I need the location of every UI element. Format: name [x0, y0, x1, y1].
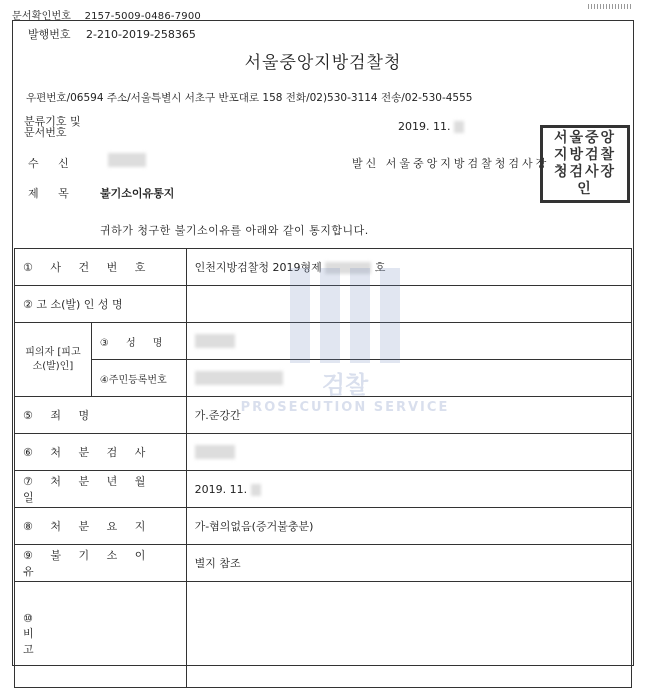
- doc-number-label: 분류기호 및 문서번호: [24, 115, 81, 139]
- recipient-label: 수 신: [28, 157, 77, 170]
- complainant-label: ② 고 소(발) 인 성 명: [15, 286, 187, 323]
- verification-value: 2157-5009-0486-7900: [84, 11, 201, 22]
- sender: 발신 서울중앙지방검찰청검사장: [352, 157, 550, 170]
- table-row: [15, 508, 632, 545]
- verification-label: 문서확인번호: [12, 11, 72, 22]
- suspect-name-label: ③ 성 명: [91, 323, 186, 360]
- reason-value: 별지 참조: [186, 545, 631, 582]
- prosecutor-label: ⑥ 처 분 검 사: [15, 434, 187, 471]
- suspect-id-value: [186, 360, 631, 397]
- subject: 불기소이유통지: [100, 187, 175, 200]
- table-row: [15, 286, 632, 323]
- watermark-title: 검찰: [321, 371, 369, 399]
- remarks-label: ⑩ 비 고: [15, 582, 187, 688]
- redacted-id: [195, 371, 283, 385]
- redacted-case-no: [325, 262, 371, 274]
- watermark-subtitle: PROSECUTION SERVICE: [240, 400, 450, 415]
- case-no-value: 인천지방검찰청 2019형제 호: [186, 249, 631, 286]
- table-row: [15, 582, 632, 688]
- decision-summary-value: 가-혐의없음(증거불충분): [186, 508, 631, 545]
- table-row: [15, 397, 632, 434]
- notice-table: [14, 248, 632, 688]
- table-row: [15, 249, 632, 286]
- subject-label: 제 목: [28, 187, 77, 200]
- address-line: 우편번호/06594 주소/서울특별시 서초구 반포대로 158 전화/02)530-3114 전송/02-530-4555: [26, 92, 473, 104]
- issue-date: 2019. 11.: [398, 120, 464, 133]
- barcode: [588, 4, 632, 9]
- decision-date-label: ⑦ 처 분 년 월 일: [15, 471, 187, 508]
- redacted-prosecutor: [195, 445, 235, 459]
- charge-value: 가.준강간: [186, 397, 631, 434]
- remarks-value: [186, 582, 631, 688]
- issue-value: 2-210-2019-258365: [86, 28, 196, 41]
- case-no-label: ① 사 건 번 호: [15, 249, 187, 286]
- suspect-name-value: [186, 323, 631, 360]
- reason-label: ⑨ 불 기 소 이 유: [15, 545, 187, 582]
- table-row: [15, 545, 632, 582]
- suspect-id-label: ④주민등록번호: [91, 360, 186, 397]
- intro-text: 귀하가 청구한 불기소이유를 아래와 같이 통지합니다.: [100, 224, 369, 237]
- redacted-decision-day: [251, 484, 261, 496]
- issue-number: [28, 26, 208, 42]
- redacted-name: [195, 334, 235, 348]
- table-row: [15, 471, 632, 508]
- complainant-value: [186, 286, 631, 323]
- table-row: [15, 323, 632, 360]
- official-seal: 서울중앙지방검찰청검사장인: [540, 125, 630, 203]
- charge-label: ⑤ 죄 명: [15, 397, 187, 434]
- suspect-group-label: 피의자 [피고소(발)인]: [15, 323, 92, 397]
- issue-label: 발행번호: [28, 28, 71, 41]
- redacted-recipient: [108, 153, 146, 167]
- table-row: [15, 434, 632, 471]
- prosecutor-value: [186, 434, 631, 471]
- decision-summary-label: ⑧ 처 분 요 지: [15, 508, 187, 545]
- redacted-day: [454, 121, 464, 133]
- decision-date-value: 2019. 11.: [186, 471, 631, 508]
- table-row: [15, 360, 632, 397]
- agency-title: 서울중앙지방검찰청: [244, 53, 402, 73]
